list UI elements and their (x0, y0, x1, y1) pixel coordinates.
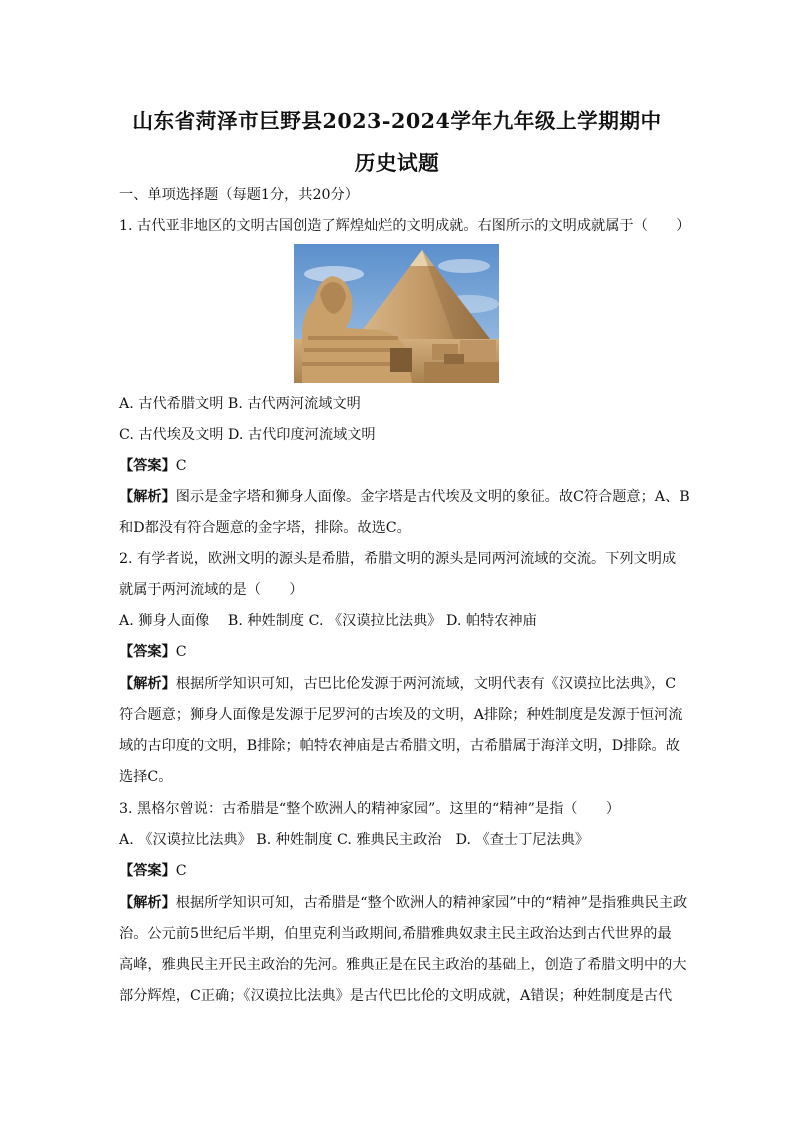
q3-stem: 3. 黑格尔曾说：古希腊是“整个欧洲人的精神家园”。这里的“精神”是指（ ） (119, 801, 621, 817)
q3-options: A. 《汉谟拉比法典》 B. 种姓制度 C. 雅典民主政治 D. 《查士丁尼法典》 (119, 832, 590, 848)
q2-analysis-line1: 【解析】根据所学知识可知，古巴比伦发源于两河流域，文明代表有《汉谟拉比法典》，C (119, 676, 677, 692)
answer-label: 【答案】 (119, 863, 176, 879)
exam-subject: 历史试题 (354, 151, 440, 175)
q2-stem-line1: 2. 有学者说，欧洲文明的源头是希腊，希腊文明的源头是同两河流域的交流。下列文明成 (119, 551, 677, 567)
q3-analysis-line4: 部分辉煌，C正确；《汉谟拉比法典》是古代巴比伦的文明成就，A错误；种姓制度是古代 (119, 988, 673, 1004)
q2-stem-line2: 就属于两河流域的是（ ） (119, 582, 304, 598)
answer-value: C (175, 863, 187, 879)
q1-stem: 1. 古代亚非地区的文明古国创造了辉煌灿烂的文明成就。右图所示的文明成就属于（ ） (119, 218, 691, 234)
q1-options-line2: C. 古代埃及文明 D. 古代印度河流域文明 (119, 427, 376, 443)
q2-analysis-line4: 选择C。 (119, 769, 173, 785)
analysis-label: 【解析】 (119, 895, 176, 911)
analysis-label: 【解析】 (119, 676, 176, 692)
q1-answer (119, 456, 685, 476)
answer-label: 【答案】 (119, 458, 176, 474)
q2-analysis-line3: 域的古印度的文明，B排除；帕特农神庙是古希腊文明，古希腊属于海洋文明，D排除。故 (119, 738, 680, 754)
q1-analysis-line1: 【解析】图示是金字塔和狮身人面像。金字塔是古代埃及文明的象征。故C符合题意；A、B (119, 489, 690, 505)
q1-options-line1: A. 古代希腊文明 B. 古代两河流域文明 (119, 396, 361, 412)
q3-analysis-line2: 治。公元前5世纪后半期，伯里克利当政期间,希腊雅典奴隶主民主政治达到古代世界的最 (119, 926, 672, 942)
answer-value: C (175, 644, 187, 660)
q3-answer (119, 861, 685, 881)
q1-analysis-line2: 和D都没有符合题意的金字塔，排除。故选C。 (119, 520, 411, 536)
q2-options: A. 狮身人面像 B. 种姓制度 C. 《汉谟拉比法典》 D. 帕特农神庙 (119, 613, 537, 629)
analysis-label: 【解析】 (119, 489, 176, 505)
q3-analysis-line3: 高峰，雅典民主开民主政治的先河。雅典正是在民主政治的基础上，创造了希腊文明中的大 (119, 957, 687, 973)
q2-analysis-line2: 符合题意；狮身人面像是发源于尼罗河的古埃及的文明，A排除；种姓制度是发源于恒河流 (119, 707, 683, 723)
exam-title: 山东省菏泽市巨野县2023-2024学年九年级上学期期中 (132, 109, 662, 133)
answer-value: C (175, 458, 187, 474)
q2-answer (119, 642, 685, 662)
answer-label: 【答案】 (119, 644, 176, 660)
pyramid-sphinx-image (294, 244, 499, 383)
q3-analysis-line1: 【解析】根据所学知识可知，古希腊是“整个欧洲人的精神家园”中的“精神”是指雅典民主政 (119, 895, 688, 911)
section-heading: 一、单项选择题（每题1分，共20分） (119, 187, 359, 203)
